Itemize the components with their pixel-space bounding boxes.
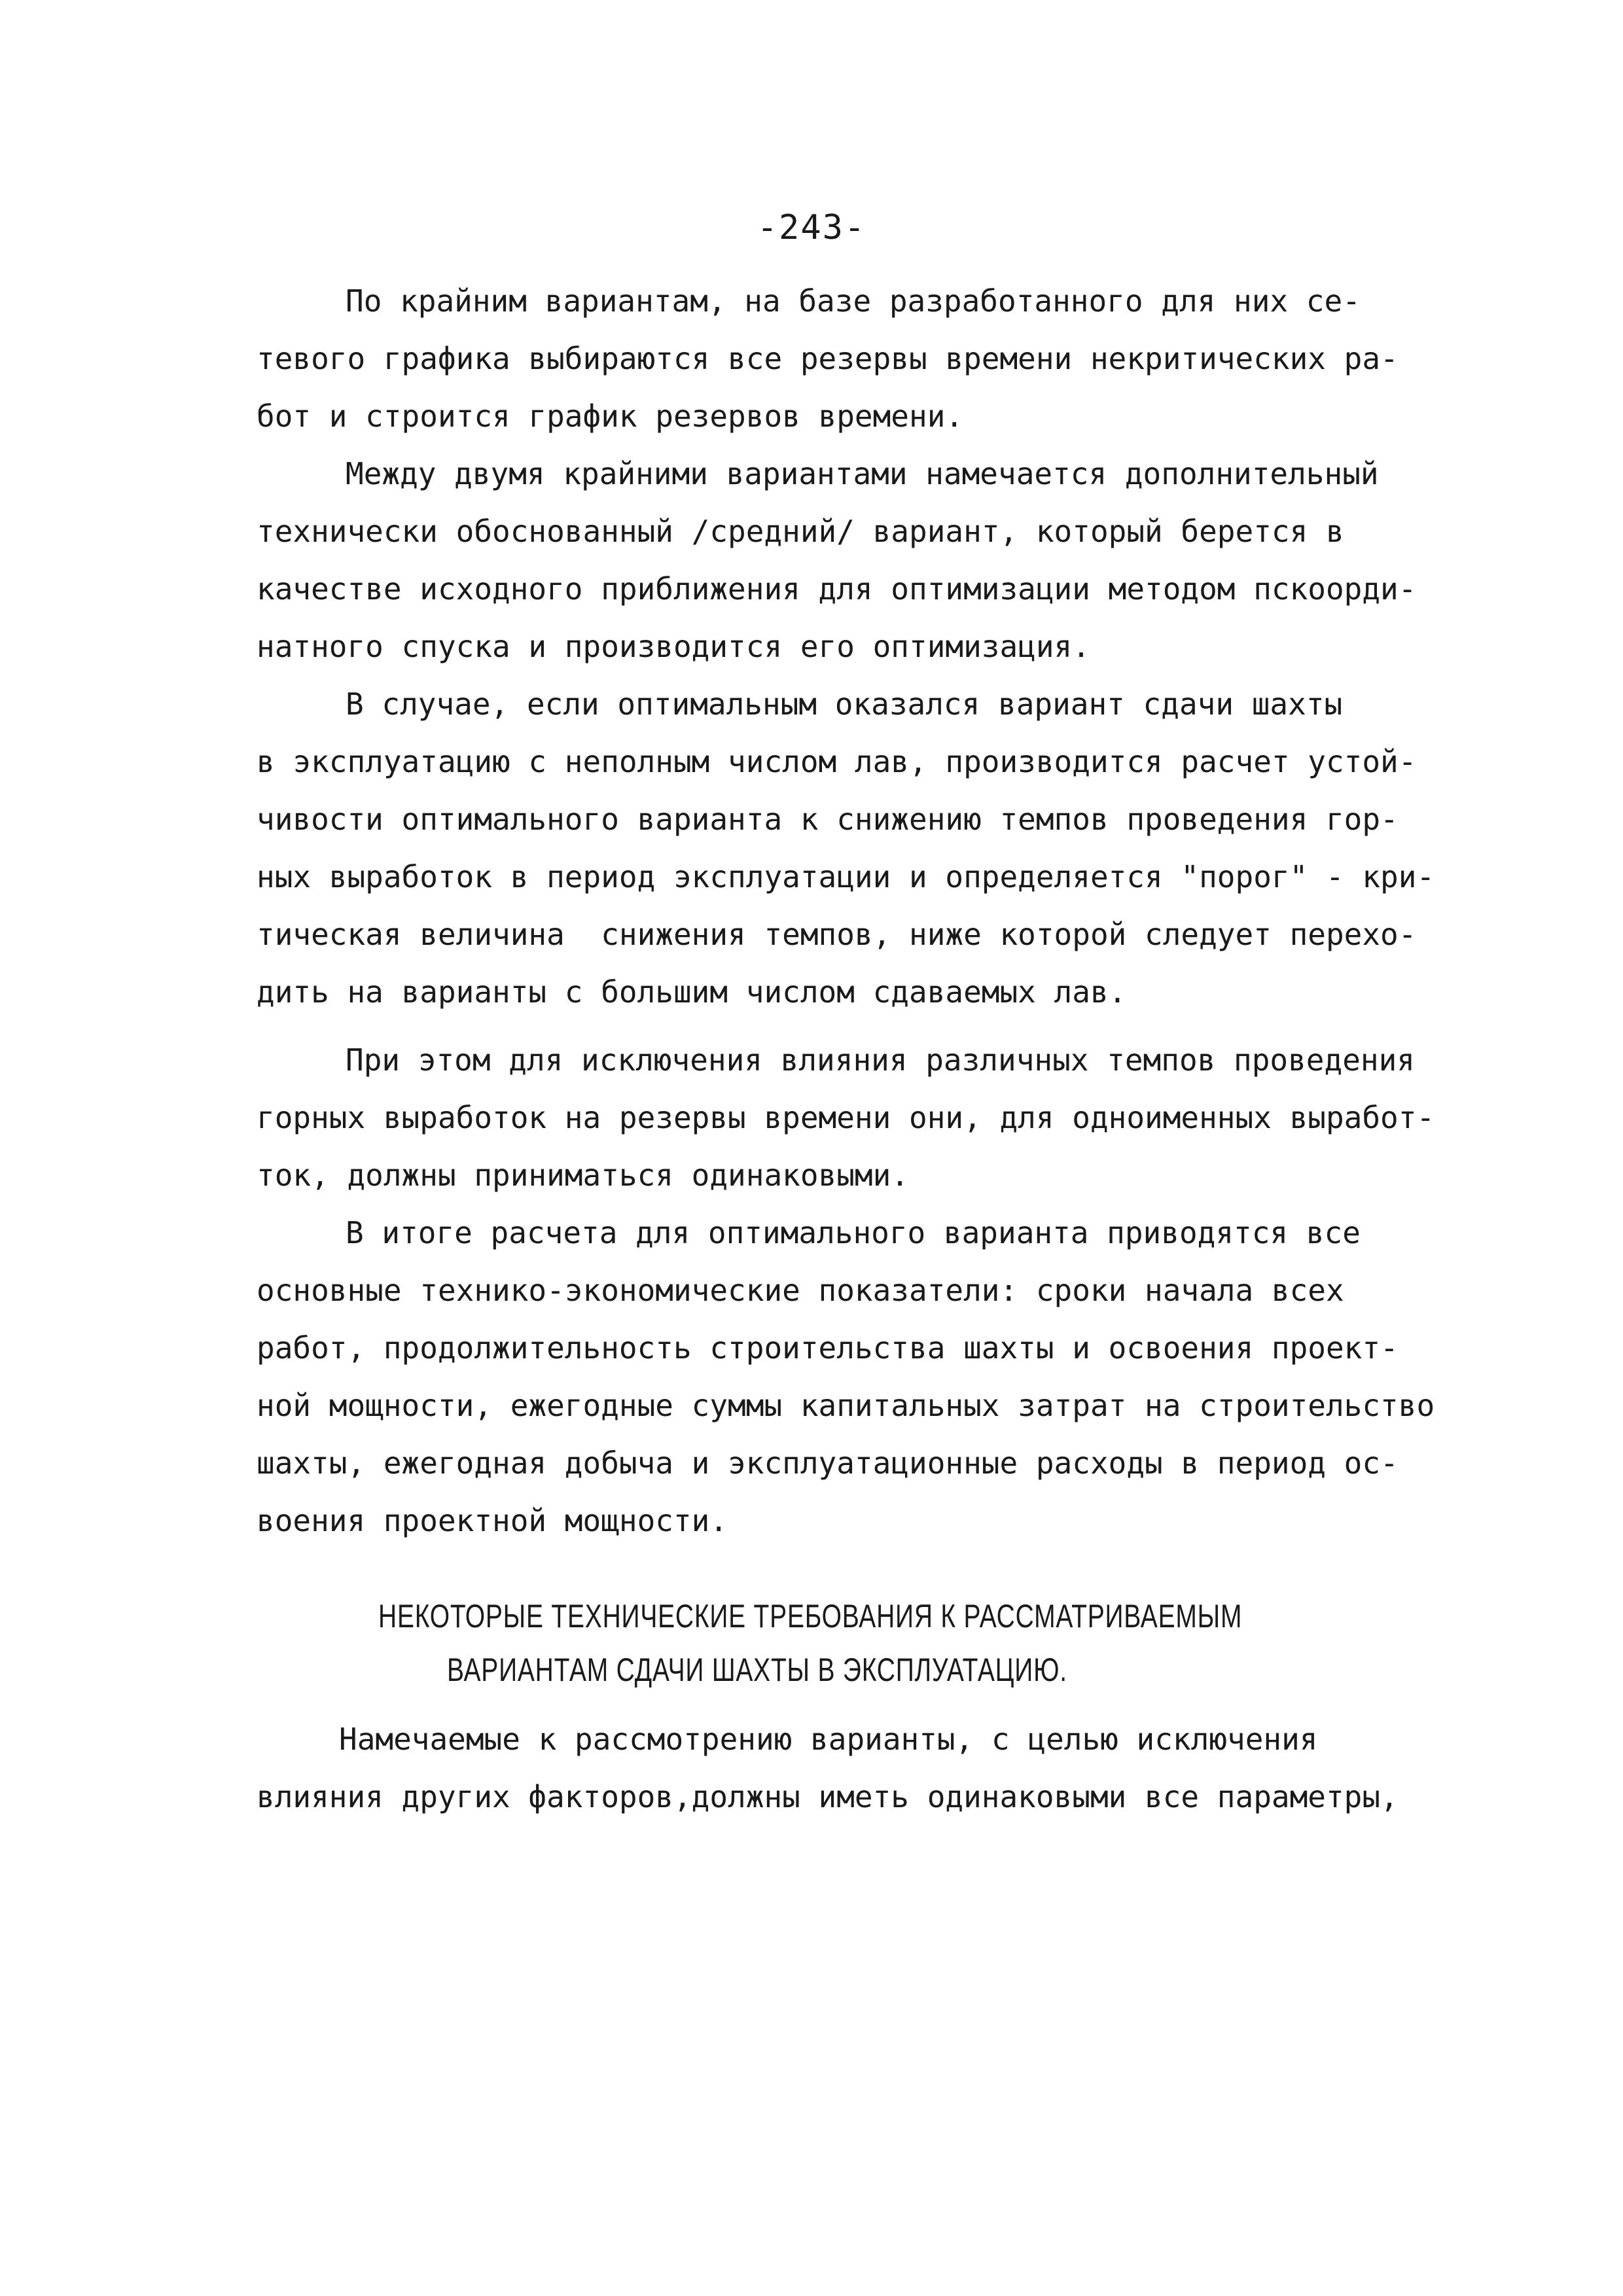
page-number: -243- xyxy=(757,208,866,247)
paragraph-2-line-4: натного спуска и производится его оптимизация. xyxy=(257,629,1090,664)
final-paragraph-line-2: влияния других факторов,должны иметь одинаковыми все параметры, xyxy=(257,1779,1399,1814)
paragraph-5-line-2: основные технико-экономические показатели: сроки начала всех xyxy=(257,1273,1344,1308)
paragraph-2-line-2: технически обоснованный /средний/ вариант, который берется в xyxy=(257,514,1344,549)
section-heading-line-1: НЕКОТОРЫЕ ТЕХНИЧЕСКИЕ ТРЕБОВАНИЯ К РАССМАТРИВАЕМЫМ xyxy=(378,1598,1243,1634)
paragraph-3-line-1: В случае, если оптимальным оказался вариант сдачи шахты xyxy=(346,686,1343,722)
paragraph-2-line-1: Между двумя крайними вариантами намечается дополнительный xyxy=(346,456,1379,491)
paragraph-3-line-3: чивости оптимального варианта к снижению темпов проведения гор- xyxy=(257,802,1399,837)
paragraph-3-line-4: ных выработок в период эксплуатации и определяется "порог" - кри- xyxy=(257,859,1435,894)
paragraph-1-line-1: По крайним вариантам, на базе разработанного для них се- xyxy=(346,283,1361,319)
paragraph-4-line-1: При этом для исключения влияния различных темпов проведения xyxy=(346,1042,1415,1078)
paragraph-4-line-3: ток, должны приниматься одинаковыми. xyxy=(257,1157,909,1193)
section-heading-line-2: ВАРИАНТАМ СДАЧИ ШАХТЫ В ЭКСПЛУАТАЦИЮ. xyxy=(447,1651,1067,1688)
paragraph-4-line-2: горных выработок на резервы времени они, для одноименных выработ- xyxy=(257,1100,1435,1135)
paragraph-5-line-5: шахты, ежегодная добыча и эксплуатационные расходы в период ос- xyxy=(257,1445,1399,1481)
paragraph-2-line-3: качестве исходного приближения для оптимизации методом пскоорди- xyxy=(257,571,1417,607)
paragraph-1-line-3: бот и строится график резервов времени. xyxy=(257,398,964,434)
paragraph-3-line-5: тическая величина снижения темпов, ниже которой следует перехо- xyxy=(257,917,1417,952)
final-paragraph-line-1: Намечаемые к рассмотрению варианты, с целью исключения xyxy=(339,1722,1318,1757)
paragraph-5-line-6: воения проектной мощности. xyxy=(257,1503,728,1538)
paragraph-3-line-2: в эксплуатацию с неполным числом лав, производится расчет устой- xyxy=(257,744,1417,779)
paragraph-3-line-6: дить на варианты с большим числом сдаваемых лав. xyxy=(257,974,1127,1010)
paragraph-5-line-1: В итоге расчета для оптимального варианта приводятся все xyxy=(346,1215,1361,1250)
paragraph-5-line-4: ной мощности, ежегодные суммы капитальных затрат на строительство xyxy=(257,1388,1435,1423)
paragraph-1-line-2: тевого графика выбираются все резервы времени некритических ра- xyxy=(257,341,1399,376)
paragraph-5-line-3: работ, продолжительность строительства шахты и освоения проект- xyxy=(257,1330,1399,1366)
